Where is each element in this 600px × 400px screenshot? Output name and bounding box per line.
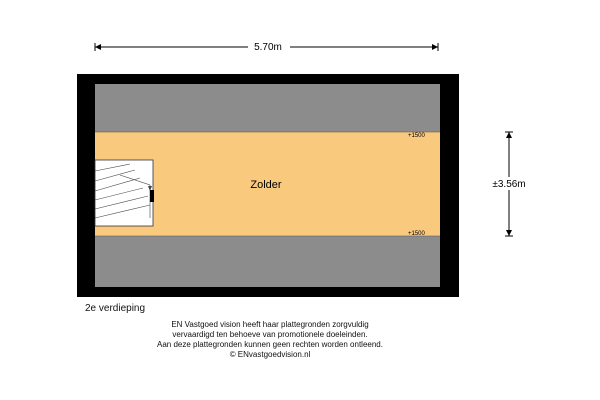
- disclaimer-line: © ENvastgoedvision.nl: [229, 350, 311, 359]
- room-label-zolder: Zolder: [250, 179, 282, 191]
- disclaimer: [60, 320, 480, 360]
- arrow-up-icon: [506, 132, 512, 138]
- height-mark-bottom: +1500: [408, 231, 425, 237]
- height-mark-top: +1500: [408, 133, 425, 139]
- disclaimer-line: Aan deze plattegronden kunnen geen rechten worden ontleend.: [157, 340, 383, 349]
- width-dimension-label: 5.70m: [254, 42, 282, 53]
- width-dimension: [95, 40, 438, 53]
- arrow-down-icon: [506, 230, 512, 236]
- staircase: [95, 160, 154, 226]
- disclaimer-line: vervaardigd ten behoeve van promotionele doeleinden.: [172, 330, 368, 339]
- depth-dimension: [486, 132, 532, 236]
- depth-dimension-label: ±3.56m: [492, 179, 526, 190]
- floor-name: 2e verdieping: [85, 303, 146, 314]
- disclaimer-line: EN Vastgoed vision heeft haar plattegronden zorgvuldig: [171, 320, 369, 329]
- arrow-right-icon: [432, 44, 438, 50]
- low-ceiling-zone-bottom: [95, 236, 440, 287]
- low-ceiling-zone-top: [95, 84, 440, 132]
- arrow-left-icon: [95, 44, 101, 50]
